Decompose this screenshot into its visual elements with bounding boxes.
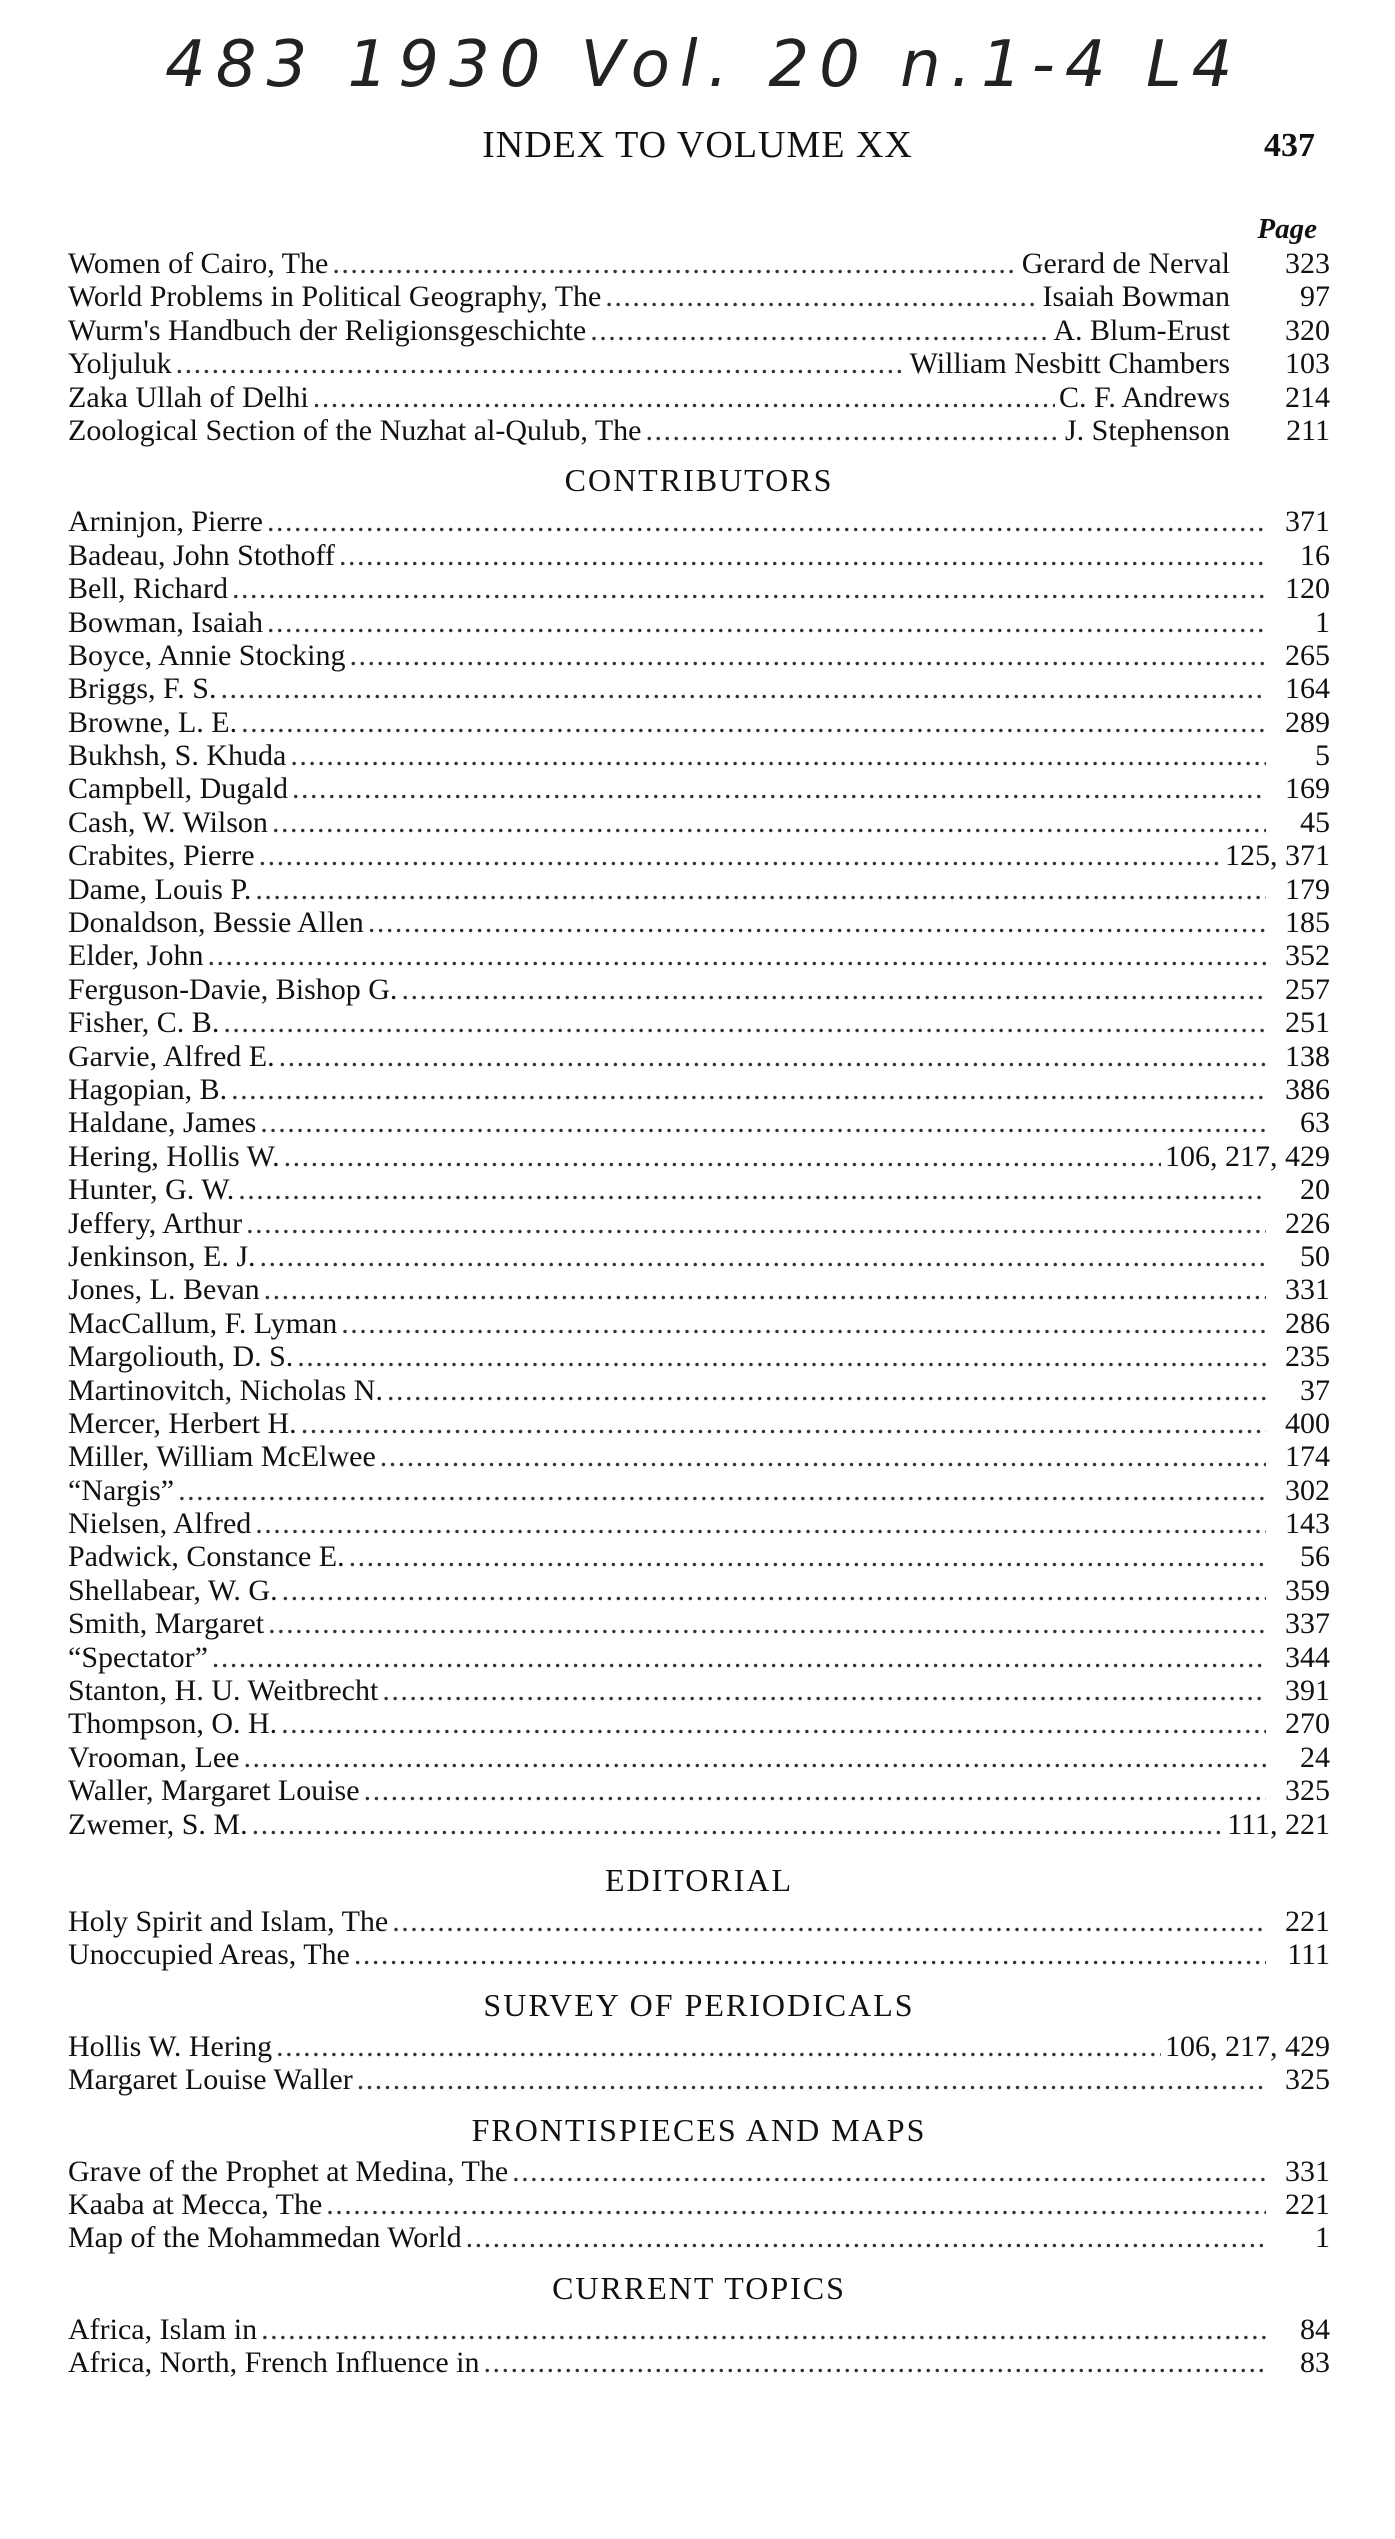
article-author: Isaiah Bowman [1042,280,1230,314]
index-entry [68,606,1330,639]
entry-name: Briggs, F. S. [68,672,217,706]
dot-leader [349,1540,1266,1573]
entry-name: Margaret Louise Waller [68,2063,353,2097]
editorial-heading: EDITORIAL [604,1861,794,1898]
survey-list [68,2030,1330,2097]
dot-leader [332,247,1017,280]
dot-leader [387,1374,1266,1407]
dot-leader [267,505,1266,538]
article-page: 103 [1285,347,1330,381]
entry-name: Miller, William McElwee [68,1440,376,1474]
dot-leader [232,572,1266,605]
entry-page: 1 [1315,2221,1330,2255]
entry-page: 286 [1285,1306,1330,1340]
article-author: William Nesbitt Chambers [909,347,1230,381]
entry-name: Waller, Margaret Louise [68,1774,360,1808]
index-content [68,247,1330,2379]
entry-name: Ferguson-Davie, Bishop G. [68,972,398,1006]
entry-name: Jones, L. Bevan [68,1273,260,1307]
article-entry [68,414,1330,447]
page-number: 437 [1264,127,1315,164]
entry-page: 221 [1285,1904,1330,1938]
entry-page: 169 [1285,772,1330,806]
current-topics-list [68,2313,1330,2380]
entry-name: Badeau, John Stothoff [68,538,335,572]
index-entry [68,1774,1330,1807]
index-entry [68,1674,1330,1707]
entry-page: 235 [1285,1340,1330,1374]
article-author: C. F. Andrews [1059,380,1230,414]
index-entry [68,1540,1330,1573]
entry-page: 265 [1285,638,1330,672]
entry-page: 16 [1300,538,1330,572]
dot-leader [281,1707,1266,1740]
dot-leader [261,2313,1266,2346]
article-page: 320 [1285,313,1330,347]
entry-page: 179 [1285,872,1330,906]
entry-name: Grave of the Prophet at Medina, The [68,2154,509,2188]
article-entry [68,381,1330,414]
article-author: J. Stephenson [1065,413,1230,447]
index-entry [68,2188,1330,2221]
entry-name: Africa, Islam in [68,2312,258,2346]
entry-name: Garvie, Alfred E. [68,1039,275,1073]
dot-leader [466,2221,1266,2254]
entry-page: 174 [1285,1440,1330,1474]
entry-page: 325 [1285,1774,1330,1808]
index-entry [68,873,1330,906]
article-entry [68,314,1330,347]
entry-name: Africa, North, French Influence in [68,2346,480,2380]
index-entry [68,1173,1330,1206]
index-entry [68,1574,1330,1607]
entry-page: 325 [1285,2063,1330,2097]
index-entry [68,572,1330,605]
index-entry [68,1607,1330,1640]
page-title: INDEX TO VOLUME XX [482,124,913,166]
article-title: Wurm's Handbuch der Religionsgeschichte [68,313,587,347]
dot-leader [246,1207,1266,1240]
index-entry [68,1507,1330,1540]
dot-leader [231,1073,1266,1106]
article-page: 211 [1286,413,1330,447]
article-title: World Problems in Political Geography, The [68,280,602,314]
entry-page: 63 [1300,1106,1330,1140]
index-entry [68,906,1330,939]
dot-leader [301,1407,1266,1440]
dot-leader [264,1273,1266,1306]
entry-page: 185 [1285,906,1330,940]
entry-page: 289 [1285,705,1330,739]
entry-name: Hunter, G. W. [68,1173,235,1207]
entry-page: 337 [1285,1607,1330,1641]
entry-name: Campbell, Dugald [68,772,288,806]
dot-leader [590,314,1049,347]
index-entry [68,1374,1330,1407]
entry-page: 37 [1300,1373,1330,1407]
index-entry [68,2221,1330,2254]
entry-name: Bowman, Isaiah [68,605,263,639]
entry-name: Bell, Richard [68,572,228,606]
index-entry [68,1641,1330,1674]
index-entry [68,973,1330,1006]
dot-leader [243,1741,1266,1774]
entry-name: Hollis W. Hering [68,2029,273,2063]
entry-name: Haldane, James [68,1106,257,1140]
current-topics-heading: CURRENT TOPICS [552,2269,846,2306]
entry-name: Donaldson, Bessie Allen [68,906,364,940]
index-entry [68,2155,1330,2188]
dot-leader [259,839,1221,872]
articles-list [68,247,1330,447]
entry-name: Kaaba at Mecca, The [68,2187,323,2221]
index-entry [68,505,1330,538]
article-title: Yoljuluk [68,347,172,381]
index-entry [68,2346,1330,2379]
entry-name: Smith, Margaret [68,1607,265,1641]
entry-page: 20 [1300,1173,1330,1207]
frontispieces-list [68,2155,1330,2255]
dot-leader [238,1173,1266,1206]
entry-name: Crabites, Pierre [68,839,255,873]
dot-leader [284,1140,1161,1173]
dot-leader [267,606,1266,639]
index-entry [68,1207,1330,1240]
index-entry [68,1040,1330,1073]
index-entry [68,1440,1330,1473]
entry-page: 164 [1285,672,1330,706]
entry-page: 5 [1315,739,1330,773]
entry-name: Stanton, H. U. Weitbrecht [68,1674,379,1708]
article-author: A. Blum-Erust [1053,313,1230,347]
entry-page: 270 [1285,1707,1330,1741]
index-entry [68,2030,1330,2063]
entry-name: Martinovitch, Nicholas N. [68,1373,383,1407]
entry-name: Nielsen, Alfred [68,1507,252,1541]
index-entry [68,1905,1330,1938]
dot-leader [341,1307,1266,1340]
entry-page: 125, 371 [1225,839,1330,873]
dot-leader [512,2155,1266,2188]
dot-leader [268,1607,1266,1640]
entry-name: Vrooman, Lee [68,1740,240,1774]
entry-page: 106, 217, 429 [1165,1139,1330,1173]
dot-leader [349,639,1266,672]
index-entry [68,739,1330,772]
index-entry [68,2063,1330,2096]
dot-leader [176,347,906,380]
entry-page: 56 [1300,1540,1330,1574]
dot-leader [223,1006,1266,1039]
index-entry [68,706,1330,739]
dot-leader [605,280,1038,313]
dot-leader [368,906,1266,939]
entry-page: 371 [1285,505,1330,539]
entry-page: 400 [1285,1406,1330,1440]
entry-name: Jeffery, Arthur [68,1206,243,1240]
index-entry [68,1106,1330,1139]
dot-leader [212,1641,1266,1674]
article-title: Zaka Ullah of Delhi [68,380,309,414]
entry-name: Jenkinson, E. J. [68,1239,256,1273]
article-title: Women of Cairo, The [68,247,329,280]
entry-page: 83 [1300,2346,1330,2380]
entry-page: 1 [1315,605,1330,639]
index-entry [68,1707,1330,1740]
index-entry [68,639,1330,672]
dot-leader [484,2346,1266,2379]
dot-leader [380,1440,1266,1473]
entry-name: Zwemer, S. M. [68,1807,248,1841]
entry-page: 251 [1285,1006,1330,1040]
dot-leader [297,1340,1266,1373]
dot-leader [178,1474,1266,1507]
frontispieces-heading: FRONTISPIECES AND MAPS [471,2111,927,2148]
entry-name: Elder, John [68,939,204,973]
index-entry [68,939,1330,972]
index-entry [68,1073,1330,1106]
entry-name: Hagopian, B. [68,1072,228,1106]
entry-name: MacCallum, F. Lyman [68,1306,338,1340]
article-title: Zoological Section of the Nuzhat al-Qulub, The [68,413,642,447]
article-entry [68,347,1330,380]
dot-leader [279,1040,1266,1073]
entry-page: 331 [1285,2154,1330,2188]
index-entry [68,1340,1330,1373]
entry-name: Shellabear, W. G. [68,1573,278,1607]
index-entry [68,1474,1330,1507]
entry-page: 331 [1285,1273,1330,1307]
dot-leader [241,706,1266,739]
index-entry [68,672,1330,705]
index-entry [68,839,1330,872]
dot-leader [290,739,1266,772]
entry-name: “Spectator” [68,1640,208,1674]
index-entry [68,1140,1330,1173]
entry-page: 221 [1285,2187,1330,2221]
entry-page: 143 [1285,1507,1330,1541]
entry-name: Thompson, O. H. [68,1707,278,1741]
entry-page: 50 [1300,1239,1330,1273]
article-entry [68,247,1330,280]
entry-name: Hering, Hollis W. [68,1139,280,1173]
dot-leader [392,1905,1266,1938]
article-page: 97 [1300,280,1330,314]
dot-leader [364,1774,1266,1807]
dot-leader [255,1507,1266,1540]
index-entry [68,1240,1330,1273]
entry-name: Arninjon, Pierre [68,505,263,539]
dot-leader [252,1808,1224,1841]
entry-name: Cash, W. Wilson [68,805,268,839]
dot-leader [255,873,1266,906]
entry-name: Margoliouth, D. S. [68,1340,294,1374]
dot-leader [272,806,1266,839]
entry-page: 352 [1285,939,1330,973]
dot-leader [382,1674,1266,1707]
entry-name: Padwick, Constance E. [68,1540,345,1574]
dot-leader [282,1574,1266,1607]
entry-name: Mercer, Herbert H. [68,1406,297,1440]
entry-name: Dame, Louis P. [68,872,252,906]
entry-page: 120 [1285,572,1330,606]
survey-heading: SURVEY OF PERIODICALS [483,1986,915,2023]
index-entry [68,1273,1330,1306]
entry-page: 84 [1300,2312,1330,2346]
article-page: 323 [1285,247,1330,280]
contributors-heading: CONTRIBUTORS [564,462,834,499]
index-entry [68,1741,1330,1774]
entry-name: Fisher, C. B. [68,1006,220,1040]
dot-leader [260,1106,1266,1139]
index-entry [68,772,1330,805]
entry-page: 344 [1285,1640,1330,1674]
dot-leader [313,381,1055,414]
dot-leader [276,2030,1161,2063]
entry-page: 111 [1287,1938,1330,1972]
entry-name: Browne, L. E. [68,705,238,739]
index-entry [68,539,1330,572]
handwritten-note: 483 1930 Vol. 20 n.1-4 L4 [165,28,1243,102]
entry-name: Bukhsh, S. Khuda [68,739,287,773]
entry-name: “Nargis” [68,1473,175,1507]
dot-leader [326,2188,1266,2221]
entry-page: 386 [1285,1072,1330,1106]
index-entry [68,806,1330,839]
dot-leader [401,973,1266,1006]
contributors-list [68,505,1330,1841]
dot-leader [645,414,1061,447]
entry-page: 391 [1285,1674,1330,1708]
dot-leader [207,939,1266,972]
entry-page: 111, 221 [1227,1807,1330,1841]
article-entry [68,280,1330,313]
entry-page: 106, 217, 429 [1165,2029,1330,2063]
index-entry [68,1407,1330,1440]
entry-name: Map of the Mohammedan World [68,2221,462,2255]
index-entry [68,2313,1330,2346]
page-column-label: Page [1257,213,1317,245]
article-author: Gerard de Nerval [1021,247,1230,280]
entry-page: 138 [1285,1039,1330,1073]
entry-name: Boyce, Annie Stocking [68,638,346,672]
entry-page: 45 [1300,805,1330,839]
entry-name: Unoccupied Areas, The [68,1938,350,1972]
index-entry [68,1938,1330,1971]
entry-name: Holy Spirit and Islam, The [68,1904,389,1938]
dot-leader [292,772,1266,805]
article-page: 214 [1285,380,1330,414]
dot-leader [354,1938,1266,1971]
dot-leader [220,672,1266,705]
index-entry [68,1808,1330,1841]
editorial-list [68,1905,1330,1972]
dot-leader [339,539,1266,572]
index-entry [68,1006,1330,1039]
dot-leader [357,2063,1266,2096]
entry-page: 302 [1285,1473,1330,1507]
dot-leader [260,1240,1267,1273]
entry-page: 257 [1285,972,1330,1006]
index-entry [68,1307,1330,1340]
entry-page: 359 [1285,1573,1330,1607]
entry-page: 226 [1285,1206,1330,1240]
entry-page: 24 [1300,1740,1330,1774]
